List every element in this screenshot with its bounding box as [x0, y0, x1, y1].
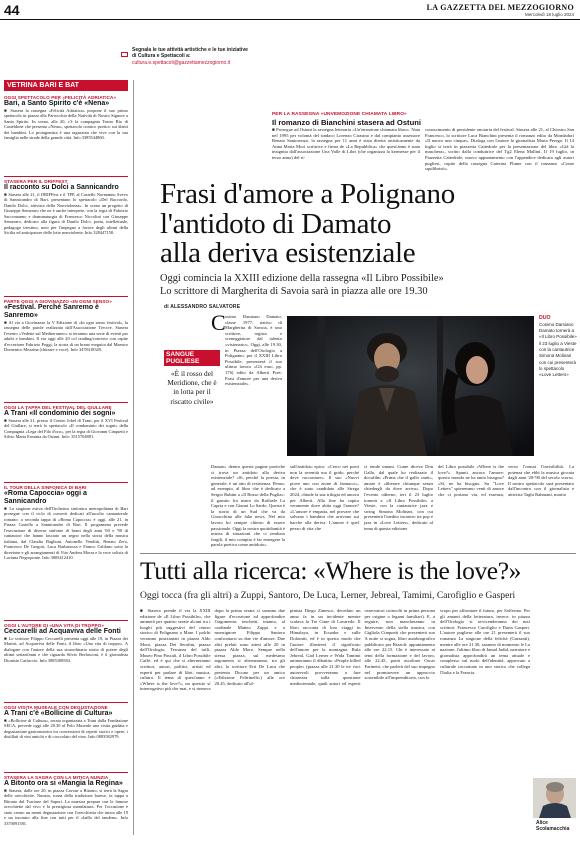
sidebar-item-title: A Trani c'è «Bollicine di Cultura» [4, 710, 113, 717]
article2-subhead: Oggi tocca (fra gli altri) a Zuppi, Santoro, De Luca, Lerner, Jebreal, Tamimi, Carofiglio e Gasperi [140, 590, 516, 601]
sidebar-item-body: ■ «Bollicine di Cultura», serata organizzata a Trani dalla Fondazione SECA, prevede oggi alle 20.30 al Polo Museale una visita guidata e degustazione gastronomica tra concessioni di reperti storici e opere, i distillati di vini antichi e di cioccolato del vino. Info 0883582979. [4, 718, 128, 740]
notice [132, 47, 452, 66]
notice-icon [121, 52, 128, 57]
article2-col3: scopo per affrontare il futuro, per Solferino. Per gli amanti della letteratura, invece, in piazza dell'Orologio si avvicenderanno dei noti scrittori: Francesco Carofiglio e Daria Gasperi. L'autore pugliese alle ore 21 presenterà il suo romanzo La stagione della felicità (Garzanti), mentre alle ore 21.30, saranno di momento le La nazione, l'ultimo libro di Jamal Jadid, narratore e giornalista approfondirà un tema attuale e complesso sul ruolo dell'identità, approvato a culturale raccontato in uno storico che collega l'Italia e la Francia. [440, 608, 530, 675]
sidebar-item [4, 176, 128, 292]
ostuni-box [272, 112, 574, 172]
sidebar-item [4, 296, 128, 398]
header-date: Mercoledì 18 luglio 2024 [524, 12, 574, 17]
article2-col1: ■ Stasera prende il via la XXIII edizione de «Il Libro Possibile», che animerà per quattro serate alcuni tra i luoghi più suggestivi del centro storico di Polignano a Mare. I palchi verranno posizionati in piazza Aldo Moro, piazza Dei Serafini, piazza dell'Orologio, Terrazza del tuffi, Museo Pino Pascali, il Libro Possibile Caffè, ed è qui che si alterneranno scrittori, autori, politici, artisti ed esperti per parlare di libri, musica, cultura. Il tema di quest'anno è «Where is the love?», un quesito sì interrogativo più che mai, e si rinnova dopo la prima serata ci saranno due figure d'eccezione ad approfondire l'argomento: teschetti, intanto, al cardinale Matteo Zuppi e a monsignore Filippo Santoro confrontarsi su due vie d'amore. Due altri prelati sono attesi alle 20 in piazza Aldo Moro. Sempre nella stessa piazza, sul medesimo argomento si alterneranno, tra gli altri, lo scrittore Erri De Luca che presenta Dicono per un amico («Edizione Feltrinelli») alle ore 20.45, dedicato all'ul- [140, 608, 285, 692]
sidebar-item-body: ■ Lo scrittore Filippo Ceccarelli presenta oggi alle 19, in Piazza dei Martiri, ad Acquaviva delle Fonti, il libro «Una vita di troppo». A dialogare con l'autore della sua straordinaria storia di potere degli ultimi settant'anni e che riguarda Silvio Berlusconi, è il giornalista Dionisio Carluccio. Info 3885308584. [4, 636, 128, 663]
sidebar-item-body: ■ Stasera la rassegna «Felicità Adriatica» propone il suo primo spettacolo in piazza alla Parrocchia della Natività di Nostro Signore a Santo Spirito. In scena, alle 20, c'è la compagnia Teatro Rio di Casteldone che presenta «Nena», spettacolo comico poetico sui diritti dei bambini. Lo protagonista è una ragazzina che vive con la sua famiglia nelle strade della grande città. Info 3385544860. [4, 108, 128, 141]
sidebar-item-body: ■ Stasera alle 21, presso il Centro Jobel di Trani, per il XVI Festival del Giullare, si terrà lo spettacolo «Il condominio dei sogni» della Compagnia «Lega del Filo d'oro», per la regia di Giovanni Cinquetti e Silvio Maria Erminia da Ostuni. Info: 3515704881. [4, 418, 128, 440]
sidebar-item-body: ■ Stasera, dalle ore 20, in piazza Cavour a Bitonto, si terrà la Sagra delle orecchiette. Nunzia, icona della tradizione barese, fa tappa a Bitonto dal Torrione del Sapori. La maestra prepara con le famose orecchiette dal vivo e la prestigiosa manifattura. Per l'occasione è stato creato un menù degustazione con l'orecchietta che inizia alle 19 e un incontro alla fine con tutti per il «ballo del tandem». Info 3370091581. [4, 788, 128, 826]
sidebar-item-body: ■ Stasera alle 21, il DRIFFest e il TPP, al Castello Normanno Svevo di Sannicandro di Bari, presentano lo spettacolo «Del Raccordo, Danilo Dolci, attivista della Nonviolenza». In scena un progetto di Giuseppe Semeraro che ne è anche interprete, con la regia di Fabrizio Saccomanno e drammaturgia di Francesco Niccolini con Giuseppe Semeraro, dedicato alla figura di Danilo Dolci, poeta, intellettuale, pedagogo triestino, noto per l'impegno a favore degli ultimi della Sicilia ed anticipatore delle lotte nonviolente. Info 328447158. [4, 192, 128, 236]
article1-lead: osimo Damiano Damato, classe 1977, nativo di Margherita di Savoia, è uno scrittore, regista e sceneggiatore dal talento «visionario». Oggi, alle 19.30, in Piazza dell'Orologio a Polignano, per il XXIII Libro Possibile, presenterà il suo ultimo lavoro «Gli euro, pp. 176) edito da Alberti Poet: Frasi d'amore per una deriva esistenziale». [225, 314, 282, 387]
sidebar-item-kicker: OGGI LA TAPPA DEL FESTIVAL DEL GIULLARE [4, 405, 112, 410]
headline-line: Frasi d'amore a Polignano [160, 178, 455, 210]
sidebar-item [4, 772, 128, 828]
pullquote-body: «È il rosso del Meridione, che è in lotta per il riscatto civile» [167, 369, 217, 406]
article1-col-d: del Libro possibile «Where is the love?». Spunti ancora l'amore: questo mondo ne ha tanto bisogno? «Sì, ne ha bisogno. Su "Love Letters" spieremmo venti di amore che ci portano via, ed essenza, verso l'ormai l'invisibilità. La potenza che ebbi la musica giocata dagli anni '20-'90 del secolo scorso. Il nostro spettacolo sarà presentato dall'incontro con il giornalista e attivista Taghi Rahmani, marito [438, 464, 574, 497]
sidebar-item-kicker: STASERA PER IL DRIFFEST [4, 179, 68, 184]
box-kicker: PER LA RASSEGNA «UNVEMOZIONE CHIAMATA LIBRO» [272, 112, 407, 117]
article1-subhead [160, 273, 575, 298]
notice-line1: Segnala le tue attività artistiche e le tue iniziative [132, 47, 248, 53]
subhead-line-1: Oggi comincia la XXIII edizione della rassegna «Il Libro Possibile» [160, 273, 444, 284]
sidebar-item-kicker: OGGI VISITA MUSEALE CON DEGUSTAZIONE [4, 705, 108, 710]
sidebar-item-kicker: IL TOUR DELLA SINFONICA DI BARI [4, 485, 87, 490]
page-header [0, 0, 580, 20]
sidebar-item-kicker: PARTE OGGI A GIOVINAZZO «IN OGNI SENSO» [4, 299, 112, 304]
sidebar-item-title: «Festival. Perché Sanremo è Sanremo» [4, 304, 99, 319]
sidebar-item-title: A Trani «Il condominio dei sogni» [4, 410, 116, 417]
article1-dropcap: C [211, 310, 226, 335]
article1-col-a: Damato, dentro queste pagine poetiche ci trova un antidoto alla deriva esistenziale? «Sì, perché la poesia, in generale, è un atto di resistenza. Penso, ad esempio, al libro che è dedicato a Sergio Rubini a «Il Rosso della Puglia»: il gomito fra teatro da Raffaele La Capria e con Gianni Lo Sardo. Questa è la storia di un Sud che va da Gioacchino alle fake news. Nel mio lavoro ho sempre chiesto di essere passionale. Oggi la nostra quotidianità è intrisa di situazioni che ci rendono fragili, il mio compito è far emergere la parola poetica come antidoto». [211, 464, 285, 547]
sidebar-item [4, 702, 128, 768]
sidebar-item-kicker: OGGI L'AUTORE DI «UNA VITA DI TROPPO» [4, 623, 104, 628]
sidebar-item [4, 95, 128, 172]
photo1-caption-label: DUO [539, 315, 551, 321]
byline: di ALESSANDRO SALVATORE [164, 304, 241, 310]
headline-line: alla deriva esistenziale [160, 237, 416, 269]
box-col1: ■ Prosegue ad Ostuni la rassegna letteraria «Un'emozione chiamata libro». Nata nel 1995 per volontà del sindaco Lorenzo Cirasino e dal compianto assessore Renato Santoronzo, la rassegna per 11 anni è stata diretta artisticamente da Anna Maria Mori scrittrice e firma de «La Repubblica» che quest'anno è stata insignita dall'associazione Una Valle di Libri (che organizza la kermesse per il terzo anno) del ri- [272, 127, 420, 160]
box-title: Il romanzo di Bianchini stasera ad Ostuni [272, 118, 421, 127]
sidebar-item-body: ■ La stagione estiva dell'Orchestra sinfonica metropolitana di Bari prosegue con il ciclo di concerti dedicati all'ascolto cantautorale romano: a seconda tappa di «Roma Capoccia» è oggi, alle 21, in Piazza Castello a Sannicandro di Bari. Il programma prevede l'esecuzione di diverse sinfonie di brani degli anni '60 e '90 di cantautori che hanno lasciato un segno nella storia della musica italiana, dal Claudio Baglioni, Antonello Venditti, Renato Zero, Francesco De Gregori, Luca Barbarossa e Franco Califano sotto la direzione e gli arrangiamenti di Vito Andrea Morra e la voce solista di Luciana Negroponte. Info 3805412410. [4, 506, 128, 561]
sidebar-item-title: Ceccarelli ad Acquaviva delle Fonti [4, 628, 121, 635]
sidebar-item [4, 620, 128, 698]
duo-photo-image [287, 316, 534, 456]
portrait-image [533, 778, 576, 818]
pullquote-title: SANGUE PUGLIESE [164, 350, 220, 366]
sidebar-item-body: ■ Al via a Giovinazzo la V Edizione di «In ogni senso festival», la rassegna delle parole realizzata dall'Associazione Treccre. Stasera l'evento «Vedette sul Mediterraneo» si terranno una serie di eventi per adulti e bambini. Il via oggi alle 20 col reading/concerto con ospite d'eccezione Fabrizio Poggi, la storia di un brano eseguita dal Maestro Domenico Mezzina (chitarre e voce). Info 3478418349. [4, 320, 128, 353]
page-number: 44 [4, 2, 20, 18]
headline-line: l'antidoto di Damato [160, 207, 392, 240]
sidebar-item [4, 402, 128, 478]
sidebar-item-title: Bari, a Santo Spirito c'è «Nena» [4, 100, 110, 107]
notice-line2: di Cultura e Spettacoli a: [132, 53, 191, 60]
notice-emails[interactable]: cultura.e.spettacoli@gazzettamezzogiorno.it [132, 59, 231, 66]
article1-headline [160, 180, 575, 269]
sidebar-section-title: VETRINA BARI E BAT [4, 80, 128, 91]
article2-headline: Tutti alla ricerca: «Where is the love?» [140, 556, 521, 585]
sidebar-item [4, 482, 128, 616]
sidebar-item-title: Il racconto su Dolci a Sannicandro [4, 184, 119, 191]
subhead-line-2: Lo scrittore di Margherita di Savoia sarà in piazza alle ore 19.30 [160, 285, 428, 297]
masthead: LA GAZZETTA DEL MEZZOGIORNO [426, 3, 574, 12]
article1-col-b: sull'antidoto epico: «Cerco nei poeti non la serenità ma il grido, perché deve raccontare». Il suo «Nuovi piove uno con zione di Jannacci», che è stato candidato alle Strega 2024, chiude la sua trilogia ed ancora per Alberti. Alla fine ha capito veramente dove abita oggi l'amore? «L'amore è empatia, nel provare che salvano i bambini che arrivano sui barche alla deriva. L'amore è quel pezzo di vita che [290, 464, 359, 531]
article1-photo [287, 316, 534, 456]
box-col2: conoscimento di presidente onoraria del festival. Stasera alle 21, al Chiostro San Francesco, lo scrittore Luca Bianchini presenta il romanzo edito da Mondadori «Il nuovo uno cinque». Dialoga con l'autore la giornalista Marta Perego. Il 14 luglio si terrà in piazzetta Cattedrale per la presentazione del libro «Già la maschera», scritto dalla conduttrice del Tg2 Elena Mallini. Il 19 luglio, in Piazzetta Cattedrale, nuovo appuntamento con l'appendice dedicata agli autori pugliesi, ospite della rassegna Caterina Flume con il romanzo «Come squilibristi». [425, 127, 574, 172]
sidebar [4, 80, 128, 828]
pullquote [164, 350, 220, 406]
article1-col-c: ci rende umani. Come diceva Don Gallo, dal quale ho realizzato il docufilm «Prima che il gallo canti», amare è «liberare chiunque senza chiedergli da dove arriva». Dopo l'evento odierno, ieri il 23 luglio tornerà a «Il Libro Possibile» a Vieste, con la cantautrice jazz e swing Simona Molinari, con cui presenterà l'inedito incontro tra pop e jazz in «Love Letters», dedicato al tema di questa edizione [364, 464, 433, 531]
article2-photo [533, 778, 576, 818]
sidebar-item-title: A Bitonto ora si «Mangia la Regina» [4, 780, 123, 787]
photo1-caption [539, 316, 577, 378]
photo1-caption-text: Cosimo Damiano Damato tornerà a «Il Libro Possibile» il 23 luglio a Vieste con la cantautrice Simona Molinari con cui presenterà lo spettacolo «Love Letters» [539, 321, 577, 378]
photo2-caption: Alice Scolamacchia [536, 820, 570, 832]
header-rule [0, 19, 580, 20]
sidebar-item-kicker: OGGI SPETTACOLO PER «FELICITÀ ADRIATICA» [4, 95, 117, 100]
sidebar-item-kicker: STASERA LA SAGRA CON LA MITICA NUNZIA [4, 775, 109, 780]
sidebar-divider [133, 80, 134, 835]
article-divider [140, 553, 576, 554]
sidebar-item-title: «Roma Capoccia» oggi a Sannicandro [4, 490, 87, 505]
article2-col2: pinista Diego Zanesco, deceduto un anno fa in un incidente mentre scalava la Tre Cime di Lavaredo. Il libro racconta di loro viaggi in Himalaya, in Ecuador e sulle Dolomiti, ed è in questo modo che l'autore illustrerà il significato dell'amore per la montagna. Rula Jebreal, Gad Lerner e Wida Tamimi animeranno il dibattito «People killed people» (piazza alle 21.30 le tre voci autorevoli provveranno a fare chiarezza sulla questione mediorientale, quali autori ed esperti osservatori coinvolti in prima persona per origine o legami familiari). E, a seguire, non mancheranno in Intervento della stella musica, con Gigliola Cinquetti che presenterà suo A noite si sogna, libro autobiografico pubblicato per Rizzoli: appuntamento alle ore 22.15. Chi è interessato ai temi della formazione e del lavoro, alle 22.45, potrà ascoltare Oscar Farinetti, che parlerà del suo impegno nel promuovere un approccio sostenibile all'imprenditoria, con lo [290, 608, 435, 686]
